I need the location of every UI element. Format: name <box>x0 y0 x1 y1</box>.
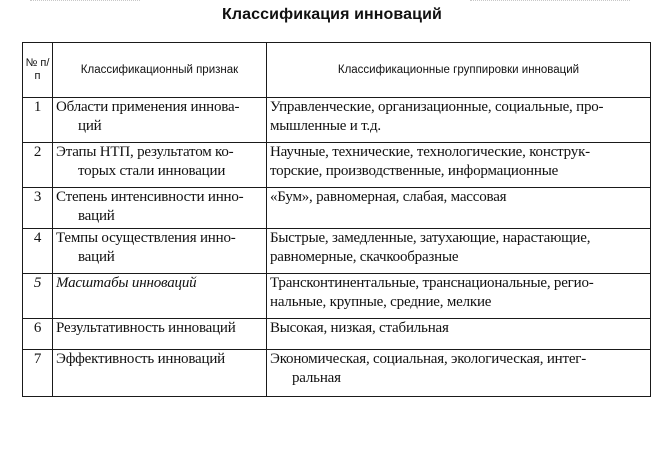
cell-line: Этапы НТП, результатом ко- <box>56 144 234 160</box>
classification-groups <box>267 274 651 319</box>
classification-sign <box>53 319 267 350</box>
cell-line: торых стали инновации <box>78 163 226 179</box>
row-number: 2 <box>23 143 53 188</box>
cell-line: ций <box>78 118 102 134</box>
row-number: 5 <box>23 274 53 319</box>
row-number: 4 <box>23 229 53 274</box>
cell-line: «Бум», равномерная, слабая, массовая <box>270 189 507 205</box>
classification-sign <box>53 350 267 397</box>
classification-groups <box>267 188 651 229</box>
cell-line: Степень интенсивности инно- <box>56 189 244 205</box>
row-number: 6 <box>23 319 53 350</box>
table-row <box>23 350 651 397</box>
classification-sign <box>53 143 267 188</box>
cell-line: Экономическая, социальная, экологическая, интег- <box>270 351 587 367</box>
table-row <box>23 229 651 274</box>
row-number: 3 <box>23 188 53 229</box>
cell-line: Масштабы инноваций <box>56 275 197 291</box>
cell-line: Управленческие, организационные, социальные, про- <box>270 99 604 115</box>
table-row <box>23 188 651 229</box>
table-row <box>23 143 651 188</box>
classification-sign <box>53 229 267 274</box>
header-classification-groups: Классификационные группировки инноваций <box>267 43 651 98</box>
cell-line: Высокая, низкая, стабильная <box>270 320 449 336</box>
cell-line: Эффективность инноваций <box>56 351 225 367</box>
cell-line: мышленные и т.д. <box>270 118 381 134</box>
row-number: 7 <box>23 350 53 397</box>
table-row <box>23 274 651 319</box>
cell-line: ваций <box>78 249 115 265</box>
cell-line: Трансконтинентальные, транснациональные, регио- <box>270 275 594 291</box>
page-title: Классификация инноваций <box>222 6 442 23</box>
header-number: № п/п <box>23 43 53 98</box>
classification-sign <box>53 274 267 319</box>
table-row <box>23 319 651 350</box>
classification-sign <box>53 98 267 143</box>
cell-line: торские, производственные, информационные <box>270 163 559 179</box>
cell-line: Результативность инноваций <box>56 320 236 336</box>
classification-groups <box>267 98 651 143</box>
cell-line: нальные, крупные, средние, мелкие <box>270 294 492 310</box>
cell-line: Быстрые, замедленные, затухающие, нарастающие, <box>270 230 591 246</box>
classification-groups <box>267 350 651 397</box>
classification-groups <box>267 143 651 188</box>
cell-line: равномерные, скачкообразные <box>270 249 459 265</box>
classification-sign <box>53 188 267 229</box>
table-header-row <box>23 43 651 98</box>
row-number: 1 <box>23 98 53 143</box>
cell-line: Научные, технические, технологические, конструк- <box>270 144 590 160</box>
cell-line: ральная <box>292 370 341 386</box>
classification-groups <box>267 319 651 350</box>
header-classification-sign: Классификационный признак <box>53 43 267 98</box>
classification-table <box>22 42 651 397</box>
cell-line: ваций <box>78 208 115 224</box>
cell-line: Темпы осуществления инно- <box>56 230 236 246</box>
table-row <box>23 98 651 143</box>
classification-groups <box>267 229 651 274</box>
cell-line: Области применения иннова- <box>56 99 240 115</box>
